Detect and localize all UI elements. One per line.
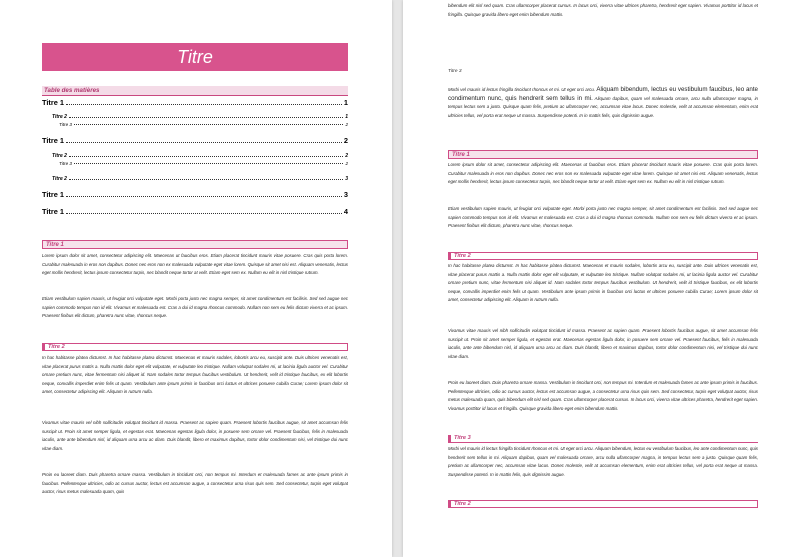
toc-entry-label: Titre 1 <box>42 136 65 145</box>
table-of-contents <box>42 98 348 220</box>
heading-titre-2: Titre 2 <box>448 500 758 508</box>
toc-entry[interactable] <box>42 176 348 182</box>
toc-entry-label: Titre 1 <box>42 207 65 216</box>
toc-entry-label: Titre 2 <box>52 176 67 182</box>
toc-entry-page: 3 <box>345 176 348 182</box>
toc-entry[interactable] <box>42 153 348 159</box>
heading-titre-1: Titre 1 <box>448 150 758 159</box>
page-gutter <box>392 0 403 557</box>
body-paragraph: Vivamus vitae mauris vel nibh sollicitudin volutpat tincidunt id massa. Praesent ac sapien quam. Praesent lobortis faucibus augue, sit amet accumsan felis suscipit ut. Proin sit amet semper ligula, et egestas erat. Maecenas egestas ligula dolor, in posuere sem ornare vel. Praesent faucibus, felis in malesuada iaculis, ante ante bibendum nisl, id aliquam urna arcu ac diam. Duis blandit, libero et maximus dapibus, tortor dolor condimentum nisi, vel tristique dui nunc vitae diam. <box>448 328 758 359</box>
heading-titre-3: Titre 3 <box>448 435 758 443</box>
body-paragraph: bibendum elit nisl sed quam. Cras ullamcorper placerat cursus. In lacus orci, viverra vitae ultrices pharetra, hendrerit eget sapien. Vivamus porttitor id lacus et fringilla. Quisque gravida libero eget enim bibendum mattis. <box>448 3 758 17</box>
body-paragraph: Lorem ipsum dolor sit amet, consectetur adipiscing elit. Maecenas ut faucibus eros. Etiam placerat tincidunt mauris vitae posuere. Cras quis porta lorem. Curabitur malesuada in eros non dapibus. Donec nec eros non ex malesuada vulputate eget vitae lorem. Quisque sit amet nisi est. Aliquam venenatis, lectus eget mollis hendrerit, lectus ipsum consectetur turpis, nec blandit neque tortor at velit. Etiam eget sem ex. Nullam eu elit in nisl tristique rutrum. <box>42 253 348 276</box>
toc-entry-page: 2 <box>345 153 348 159</box>
toc-entry-page: 2 <box>345 161 348 166</box>
heading-titre-2: Titre 2 <box>448 252 758 260</box>
body-paragraph: Lorem ipsum dolor sit amet, consectetur adipiscing elit. Maecenas ut faucibus eros. Etiam placerat tincidunt mauris vitae posuere. Cras quis porta lorem. Curabitur malesuada in eros non dapibus. Donec nec eros non ex malesuada vulputate eget vitae lorem. Quisque sit amet nisi est. Aliquam venenatis, lectus eget mollis hendrerit, lectus ipsum consectetur turpis, nec blandit neque tortor at velit. Etiam eget sem ex. Nullam eu elit in nisl tristique rutrum. <box>448 162 758 185</box>
document-title[interactable]: Titre <box>42 43 348 71</box>
toc-entry-label: Titre 3 <box>59 122 72 127</box>
toc-entry[interactable] <box>42 98 348 107</box>
toc-entry-label: Titre 1 <box>42 98 65 107</box>
toc-entry[interactable] <box>42 122 348 127</box>
body-paragraph: Proin eu laoreet diam. Duis pharetra ornare massa. Vestibulum in tincidunt orci, non tempus mi. Interdum et malesuada fames ac ante ipsum primis in faucibus. Pellentesque ultricies, odio ac cursus auctor, lectus est accumsan augue, a consectetur urna risus quis sem. Sed consectetur, turpis eget volutpat auctor, risus metus malesuada quam, quis <box>42 472 348 495</box>
paragraph-text-large: Aliquam bibendum, lectus eu vestibulum faucibus, leo ante condimentum nunc, quis hendrerit sem tellus in mi. <box>448 86 758 102</box>
body-paragraph-mixed <box>448 86 758 131</box>
document-page-1 <box>0 0 392 557</box>
toc-entry-page: 1 <box>345 114 348 120</box>
body-paragraph: Proin eu laoreet diam. Duis pharetra ornare massa. Vestibulum in tincidunt orci, non tempus mi. Interdum et malesuada fames ac ante ipsum primis in faucibus. Pellentesque ultricies, odio ac cursus auctor, lectus est accumsan augue, a consectetur urna risus quis sem. Sed consectetur, turpis eget volutpat auctor, risus metus malesuada quam, quis bibendum elit nisl sed quam. Cras ullamcorper placerat cursus. In lacus orci, viverra vitae ultrices pharetra, hendrerit eget sapien. Vivamus porttitor id lacus et fringilla. Quisque gravida libero eget enim bibendum mattis. <box>448 380 758 411</box>
document-page-2 <box>403 0 800 557</box>
heading-titre-3-plain: Titre 3 <box>448 69 462 74</box>
toc-entry[interactable] <box>42 190 348 199</box>
toc-entry-label: Titre 3 <box>59 161 72 166</box>
toc-entry-label: Titre 2 <box>52 114 67 120</box>
toc-entry-page: 4 <box>343 207 348 216</box>
toc-entry[interactable] <box>42 136 348 145</box>
body-paragraph: Etiam vestibulum sapien mauris, ut feugiat orci vulputate eget. Morbi porta justo nec magna semper, sit amet condimentum est facilisis. Sed sed augue nec sapien commodo tempus non id elit. Vivamus et malesuada est. Cras a dui id magna rhoncus commodo. Nullam non sem eu felis dictum viverra et ac ipsum. Praesent finibus elit dictum, pharetra nunc vitae, rhoncus neque. <box>448 206 758 229</box>
toc-entry-page: 1 <box>343 98 348 107</box>
body-paragraph: In hac habitasse platea dictumst. In hac habitasse platea dictumst. Maecenas et mauris sodales, lobortis arcu eu, suscipit ante. Duis ultrices venenatis est, vitae placerat purus mattis a. Nulla mattis dolor eget elit vulputate, et vulputate leo tristique. Nullam volutpat sodales mi, ut lacinia ligula auctor vel. Curabitur ornare pretium nunc, vitae fermentum nisi aliquet id. Nam sodales tortor tempus faucibus vestibulum. Ut hendrerit, velit id tristique faucibus, ex elit lobortis neque, convallis imperdiet enim felis ut quam. Vestibulum ante ipsum primis in faucibus orci luctus et ultrices posuere cubilia Curae; Lorem ipsum dolor sit amet, consectetur adipiscing elit. Aliquam in rutrum nulla. <box>42 355 348 395</box>
toc-entry[interactable] <box>42 207 348 216</box>
paragraph-text: Aliquam dapibus, quam vel malesuada ornare, arcu nulla ullamcorper magna, in tempus lectus sem a justo. Quisque quam felis, pretium ac ullamcorper nec, accumsan vitae lacus. Donec molestie, velit at accumsan elementum, enim erat ultricies tellus, vel porta erat neque ut massa. Suspendisse potenti. In in mattis felis, quis dignissim augue. <box>448 95 758 118</box>
heading-titre-1: Titre 1 <box>42 240 348 249</box>
toc-entry-page: 2 <box>345 122 348 127</box>
toc-entry[interactable] <box>42 114 348 120</box>
body-paragraph: Etiam vestibulum sapien mauris, ut feugiat orci vulputate eget. Morbi porta justo nec magna semper, sit amet condimentum est facilisis. Sed sed augue nec sapien commodo tempus non id elit. Vivamus et malesuada est. Cras a dui id magna rhoncus commodo. Nullam non sem eu felis dictum viverra et ac ipsum. Praesent finibus elit dictum, pharetra nunc vitae, rhoncus neque. <box>42 296 348 319</box>
toc-entry-label: Titre 1 <box>42 190 65 199</box>
toc-entry-page: 3 <box>343 190 348 199</box>
toc-heading: Table des matières <box>42 86 348 96</box>
body-paragraph: Vivamus vitae mauris vel nibh sollicitudin volutpat tincidunt id massa. Praesent ac sapien quam. Praesent lobortis faucibus augue, sit amet accumsan felis suscipit ut. Proin sit amet semper ligula, et egestas erat. Maecenas egestas ligula dolor, in posuere sem ornare vel. Praesent faucibus, felis in malesuada iaculis, ante ante bibendum nisl, id aliquam urna arcu ac diam. Duis blandit, libero et maximus dapibus, tortor dolor condimentum nisi, vel tristique dui nunc vitae diam. <box>42 420 348 451</box>
heading-titre-2: Titre 2 <box>42 343 348 351</box>
body-paragraph: In hac habitasse platea dictumst. In hac habitasse platea dictumst. Maecenas et mauris sodales, lobortis arcu eu, suscipit ante. Duis ultrices venenatis est, vitae placerat purus mattis a. Nulla mattis dolor eget elit vulputate, et vulputate leo tristique. Nullam volutpat sodales mi, ut lacinia ligula auctor vel. Curabitur ornare pretium nunc, vitae fermentum nisi aliquet id. Nam sodales tortor tempus faucibus vestibulum. Ut hendrerit, velit id tristique faucibus, ex elit lobortis neque, convallis imperdiet enim felis ut quam. Vestibulum ante ipsum primis in faucibus orci luctus et ultrices posuere cubilia Curae; Lorem ipsum dolor sit amet, consectetur adipiscing elit. Aliquam in rutrum nulla. <box>448 263 758 303</box>
paragraph-text: Morbi vel mauris id lectus fringilla tincidunt rhoncus et mi. Ut eget orci arcu. <box>448 87 595 92</box>
toc-entry-page: 2 <box>343 136 348 145</box>
body-paragraph: Morbi vel mauris id lectus fringilla tincidunt rhoncus et mi. Ut eget orci arcu. Aliquam bibendum, lectus eu vestibulum faucibus, leo ante condimentum nunc, quis hendrerit sem tellus in mi. Aliquam dapibus, quam vel malesuada ornare, arcu nulla ullamcorper magna, in tempus lectus sem a justo. Quisque quam felis, pretium ac ullamcorper nec, accumsan vitae lacus. Donec molestie, velit at accumsan elementum, enim erat ultricies tellus, vel porta erat neque ut massa. Suspendisse potenti. In in mattis felis, quis dignissim augue. <box>448 446 758 477</box>
toc-entry-label: Titre 2 <box>52 153 67 159</box>
toc-entry[interactable] <box>42 161 348 166</box>
